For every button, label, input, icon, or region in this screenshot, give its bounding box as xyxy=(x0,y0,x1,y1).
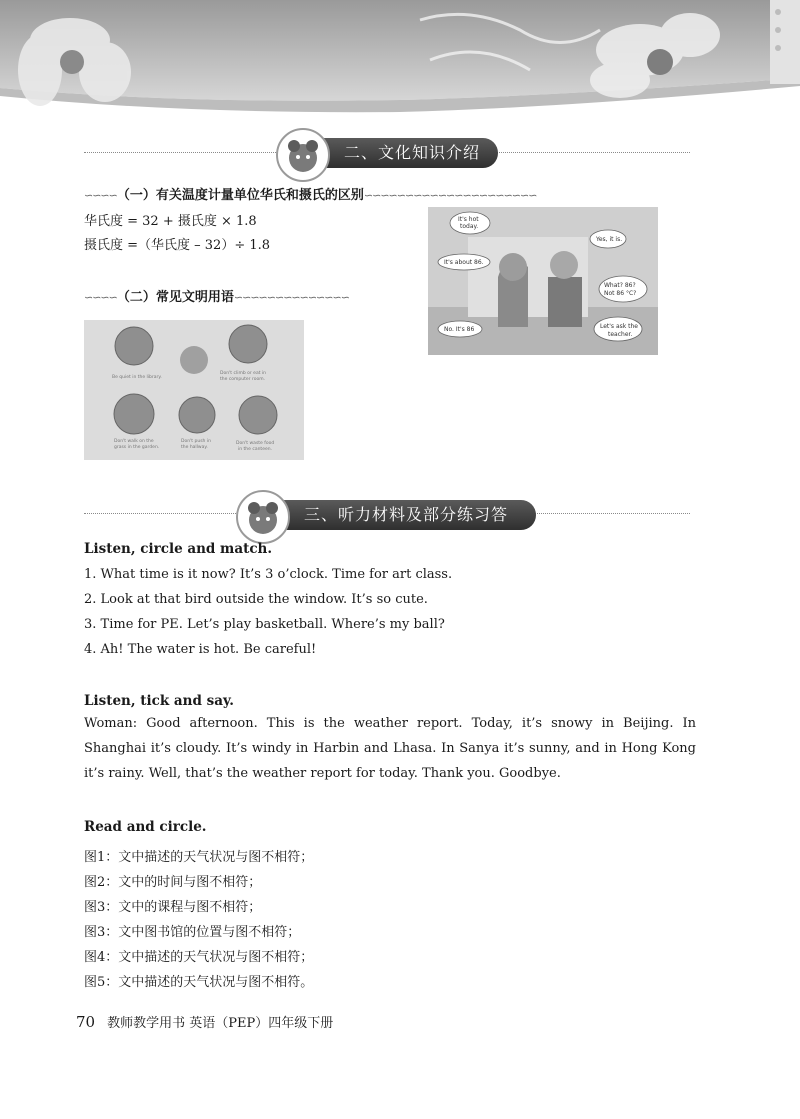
page-number: 70 xyxy=(76,1013,96,1031)
list-item: 图5：文中描述的天气状况与图不相符。 xyxy=(84,975,314,990)
wave-ornament-icon: ∽∽∽∽∽∽∽∽∽∽∽∽∽∽∽∽∽∽∽∽∽ xyxy=(363,189,537,202)
page-footer xyxy=(76,1012,333,1031)
svg-text:the hallway.: the hallway. xyxy=(181,445,208,450)
section-title: 三、听力材料及部分练习答案 xyxy=(304,505,509,554)
svg-text:grass in the garden.: grass in the garden. xyxy=(114,445,160,450)
section-title: 二、文化知识介绍 xyxy=(344,143,481,162)
svg-text:It's hot: It's hot xyxy=(458,216,479,223)
subheading-civility-phrases: ∽∽∽∽（二）常见文明用语∽∽∽∽∽∽∽∽∽∽∽∽∽∽ xyxy=(84,290,349,305)
svg-text:Don't waste food: Don't waste food xyxy=(236,441,275,446)
formula-celsius: 摄氏度 =（华氏度 – 32）÷ 1.8 xyxy=(84,238,271,253)
comic-illustration-temperature xyxy=(428,207,658,355)
section-header-culture xyxy=(286,138,498,168)
svg-text:It's about 86.: It's about 86. xyxy=(444,259,484,266)
list-item: 图2：文中的时间与图不相符； xyxy=(84,875,262,890)
subheading-temperature: ∽∽∽∽（一）有关温度计量单位华氏和摄氏的区别∽∽∽∽∽∽∽∽∽∽∽∽∽∽∽∽∽∽∽∽∽ xyxy=(84,188,537,203)
svg-text:No. It's 86: No. It's 86 xyxy=(444,326,475,333)
wave-ornament-icon: ∽∽∽∽ xyxy=(84,189,117,202)
svg-text:Let's ask the: Let's ask the xyxy=(600,323,638,330)
list-item: 图4：文中描述的天气状况与图不相符； xyxy=(84,950,314,965)
svg-text:Not 86 °C?: Not 86 °C? xyxy=(604,290,637,297)
mascot-icon xyxy=(236,490,290,544)
book-title: 教师教学用书 英语（PEP）四年级下册 xyxy=(107,1016,334,1031)
formula-fahrenheit: 华氏度 = 32 + 摄氏度 × 1.8 xyxy=(84,214,257,229)
list-item: 1. What time is it now? It’s 3 o’clock. Time for art class. xyxy=(84,567,453,582)
list-item: 2. Look at that bird outside the window. It’s so cute. xyxy=(84,592,428,607)
svg-text:teacher.: teacher. xyxy=(608,331,633,338)
svg-text:the computer room.: the computer room. xyxy=(220,377,266,382)
list-item: 3. Time for PE. Let’s play basketball. Where’s my ball? xyxy=(84,617,445,632)
wave-ornament-icon: ∽∽∽∽∽∽∽∽∽∽∽∽∽∽ xyxy=(233,291,349,304)
list-item: 图3：文中图书馆的位置与图不相符； xyxy=(84,925,301,940)
svg-text:Don't climb or eat in: Don't climb or eat in xyxy=(220,371,267,376)
svg-text:What? 86?: What? 86? xyxy=(604,282,636,289)
svg-text:today.: today. xyxy=(460,223,479,230)
svg-text:Be quiet in the library.: Be quiet in the library. xyxy=(112,375,162,380)
heading-listen-tick-say: Listen, tick and say. xyxy=(84,693,234,709)
mascot-icon xyxy=(276,128,330,182)
section-header-listening xyxy=(246,500,536,554)
civility-signs-illustration xyxy=(84,320,304,460)
svg-text:Yes, it is.: Yes, it is. xyxy=(596,236,623,243)
wave-ornament-icon: ∽∽∽∽ xyxy=(84,291,117,304)
list-item: 4. Ah! The water is hot. Be careful! xyxy=(84,642,317,657)
list-item: 图3：文中的课程与图不相符； xyxy=(84,900,262,915)
svg-text:Don't walk on the: Don't walk on the xyxy=(114,439,154,444)
svg-text:Don't push in: Don't push in xyxy=(181,439,211,444)
weather-report-paragraph: Woman: Good afternoon. This is the weather report. Today, it’s snowy in Beijing. In Shanghai it’s cloudy. It’s windy in Harbin and Lhasa. In Sanya it’s sunny, and in Hong Kong it’s rainy. Well, that’s the weather report for today. Thank you. Goodbye. xyxy=(84,716,696,781)
svg-text:in the canteen.: in the canteen. xyxy=(238,447,273,452)
header-floral-banner xyxy=(0,0,800,118)
heading-listen-circle-match: Listen, circle and match. xyxy=(84,541,273,557)
list-item: 图1：文中描述的天气状况与图不相符； xyxy=(84,850,314,865)
heading-read-circle: Read and circle. xyxy=(84,819,207,835)
